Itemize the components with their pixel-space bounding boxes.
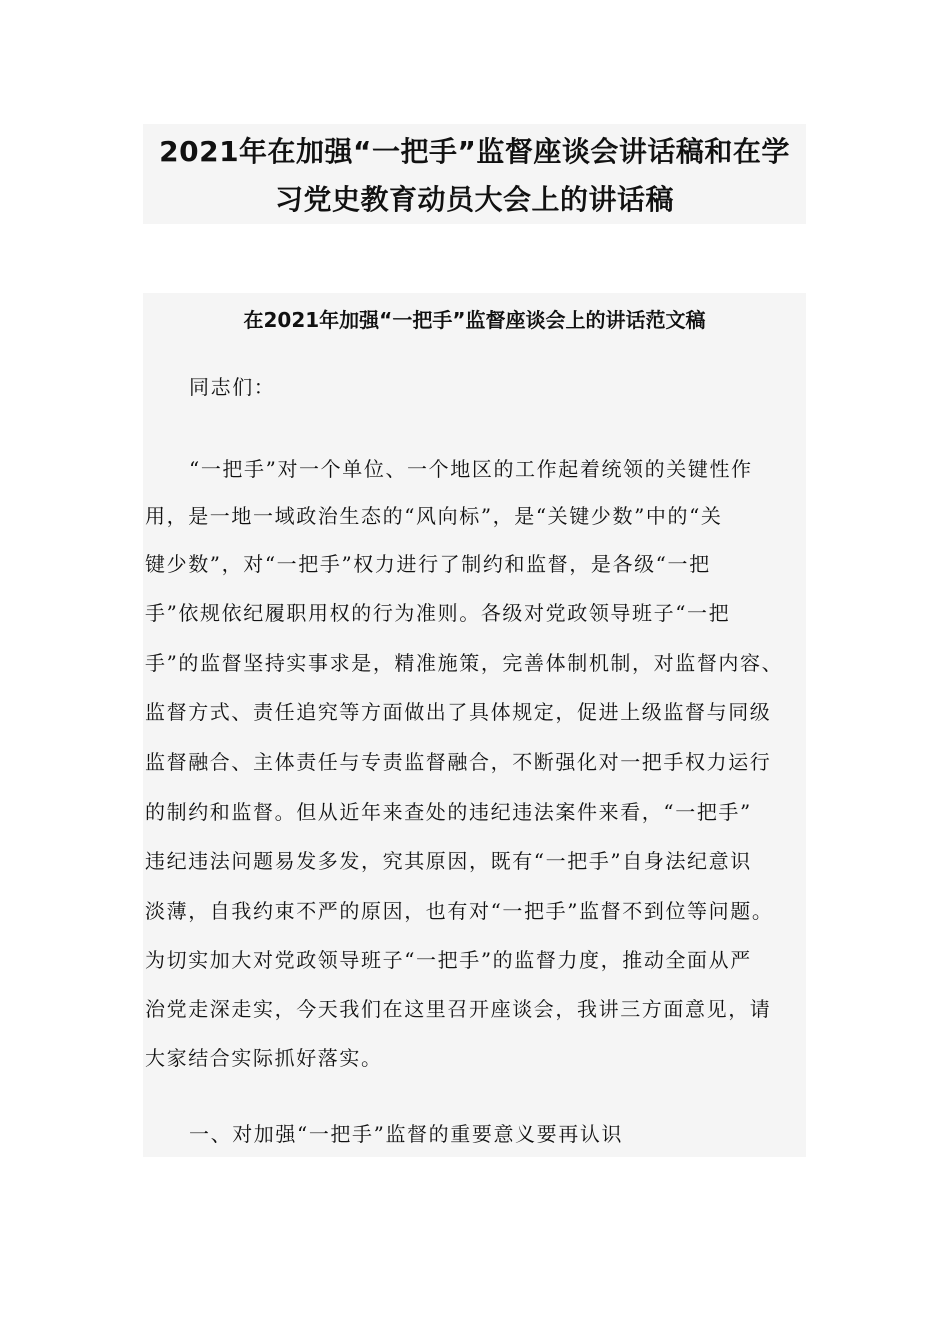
greeting: 同志们：: [189, 375, 276, 399]
paragraph-line-8: 的制约和监督。但从近年来查处的违纪违法案件来看，“一把手”: [145, 800, 752, 824]
title-line-1: 2021年在加强“一把手”监督座谈会讲话稿和在学: [159, 135, 790, 168]
paragraph-line-5: 手”的监督坚持实事求是，精准施策，完善体制机制，对监督内容、: [145, 651, 784, 675]
section-heading: 一、对加强“一把手”监督的重要意义要再认识: [189, 1122, 624, 1146]
paragraph-line-6: 监督方式、责任追究等方面做出了具体规定，促进上级监督与同级: [145, 700, 772, 724]
paragraph-line-7: 监督融合、主体责任与专责监督融合，不断强化对一把手权力运行: [145, 750, 772, 774]
title-line-2: 习党史教育动员大会上的讲话稿: [274, 183, 674, 216]
paragraph-line-1: “一把手”对一个单位、一个地区的工作起着统领的关键性作: [189, 457, 753, 481]
paragraph-line-12: 治党走深走实，今天我们在这里召开座谈会，我讲三方面意见，请: [145, 997, 772, 1021]
paragraph-line-2: 用，是一地一域政治生态的“风向标”，是“关键少数”中的“关: [145, 504, 723, 528]
paragraph-line-11: 为切实加大对党政领导班子“一把手”的监督力度，推动全面从严: [145, 948, 752, 972]
paragraph-line-10: 淡薄，自我约束不严的原因，也有对“一把手”监督不到位等问题。: [145, 899, 774, 923]
paragraph-line-9: 违纪违法问题易发多发，究其原因，既有“一把手”自身法纪意识: [145, 849, 752, 873]
speech-subtitle: 在2021年加强“一把手”监督座谈会上的讲话范文稿: [243, 308, 706, 332]
speech-body: [143, 293, 806, 1157]
document-title: [143, 124, 806, 224]
paragraph-line-13: 大家结合实际抓好落实。: [145, 1046, 383, 1070]
paragraph-line-4: 手”依规依纪履职用权的行为准则。各级对党政领导班子“一把: [145, 601, 731, 625]
paragraph-line-3: 键少数”，对“一把手”权力进行了制约和监督，是各级“一把: [145, 552, 711, 576]
